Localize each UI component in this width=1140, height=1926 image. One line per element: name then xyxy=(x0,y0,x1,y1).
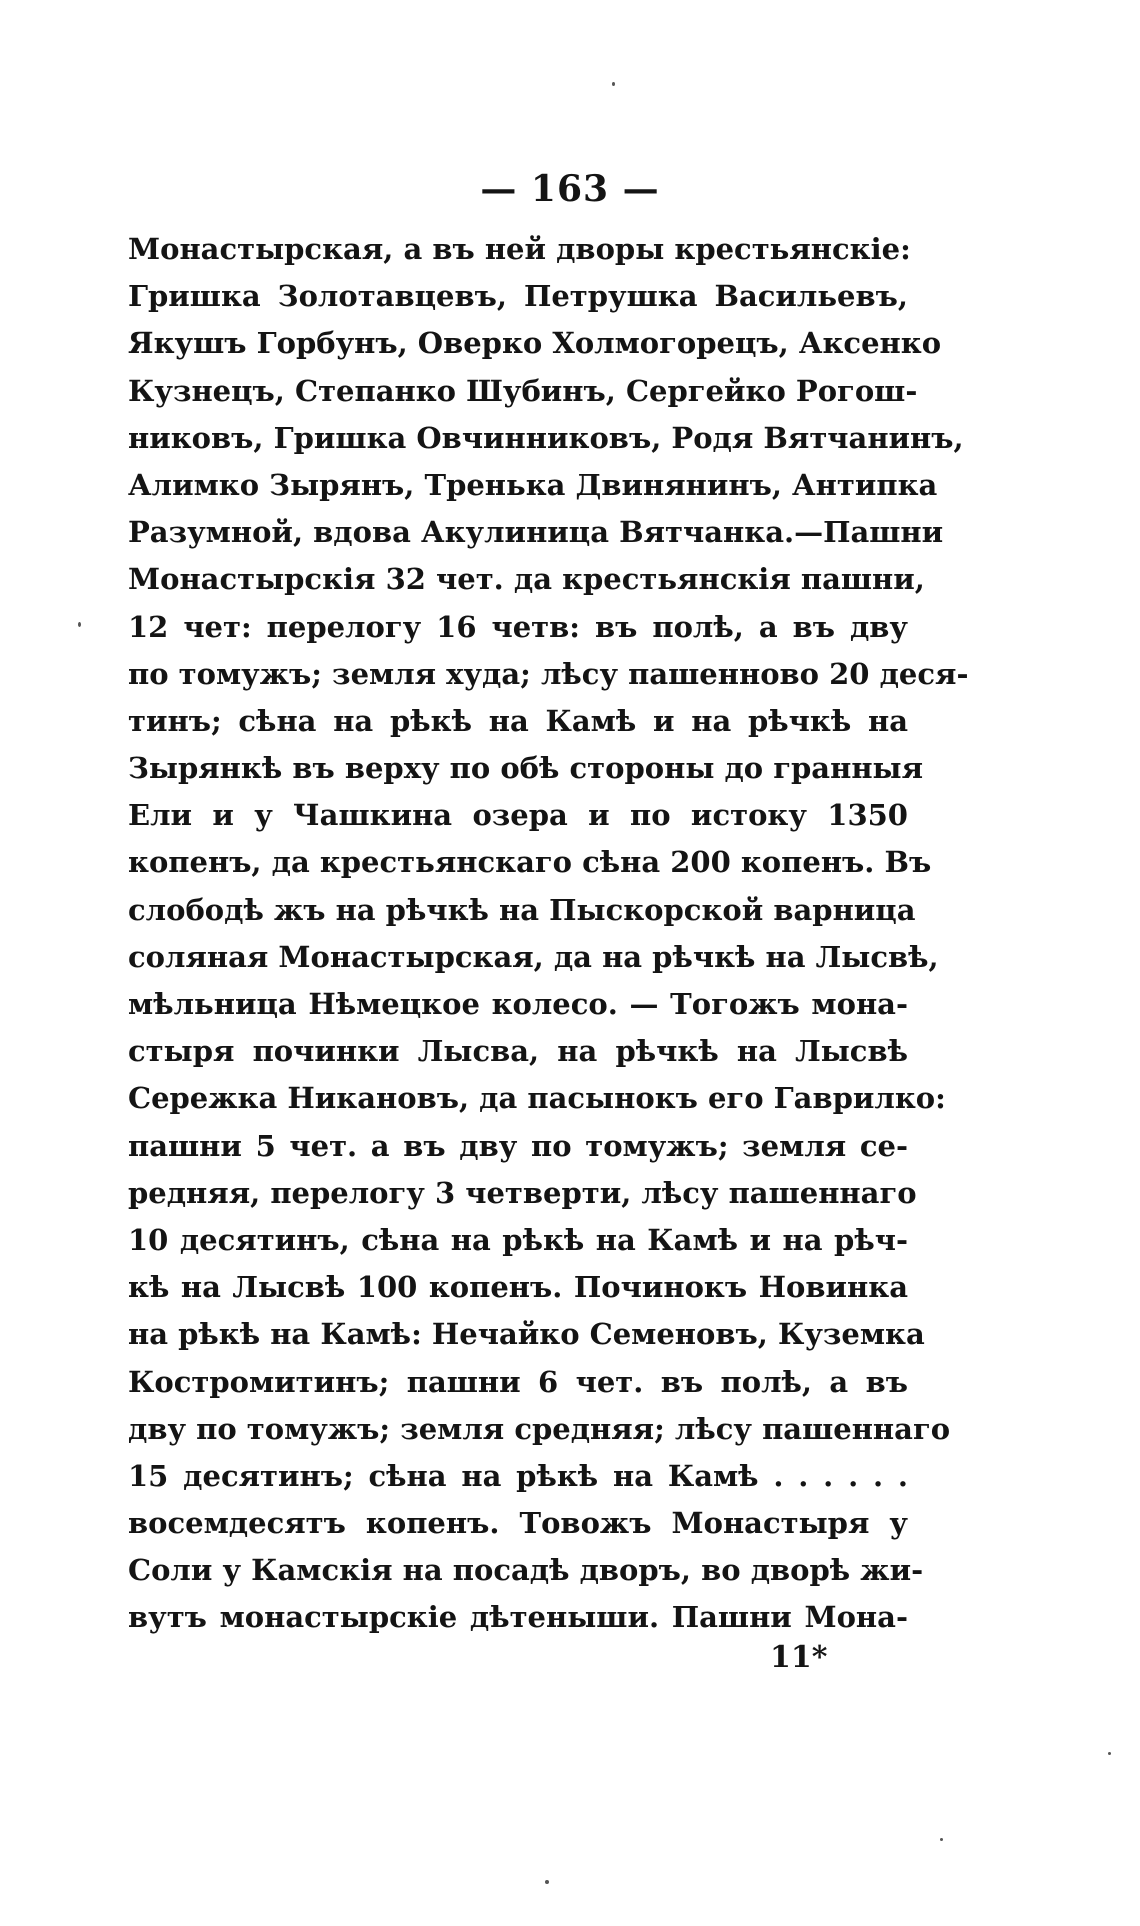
text-line: Сережка Никановъ, да пасынокъ его Гаврилко: xyxy=(128,1081,946,1116)
text-line: Ели и у Чашкина озера и по истоку 1350 xyxy=(128,798,908,833)
text-line: копенъ, да крестьянскаго сѣна 200 копенъ. Въ xyxy=(128,845,932,880)
text-line: Якушъ Горбунъ, Оверко Холмогорецъ, Аксенко xyxy=(128,326,942,361)
text-line: вутъ монастырскіе дѣтеныши. Пашни Мона- xyxy=(128,1600,908,1635)
scan-speck xyxy=(545,1880,549,1884)
text-line: кѣ на Лысвѣ 100 копенъ. Починокъ Новинка xyxy=(128,1270,908,1305)
page-body xyxy=(128,226,969,1642)
text-line: по томужъ; земля худа; лѣсу пашенново 20 деся- xyxy=(128,656,969,691)
signature-mark: 11* xyxy=(770,1640,828,1675)
text-line: 15 десятинъ; сѣна на рѣкѣ на Камѣ . . . . . . xyxy=(128,1458,908,1493)
text-line: Гришка Золотавцевъ, Петрушка Васильевъ, xyxy=(128,279,908,314)
text-line: на рѣкѣ на Камѣ: Нечайко Семеновъ, Куземка xyxy=(128,1317,925,1352)
text-line: пашни 5 чет. а въ дву по томужъ; земля се- xyxy=(128,1128,908,1163)
text-line: стыря починки Лысва, на рѣчкѣ на Лысвѣ xyxy=(128,1034,908,1069)
text-line: Костромитинъ; пашни 6 чет. въ полѣ, а въ xyxy=(128,1364,908,1399)
text-line: Алимко Зырянъ, Тренька Двинянинъ, Антипка xyxy=(128,467,938,502)
text-line: дву по томужъ; земля средняя; лѣсу пашеннаго xyxy=(128,1411,951,1446)
text-line: Соли у Камскія на посадѣ дворъ, во дворѣ жи- xyxy=(128,1553,924,1588)
text-line: 12 чет: перелогу 16 четв: въ полѣ, а въ дву xyxy=(128,609,908,644)
scan-speck xyxy=(78,622,81,627)
scan-speck xyxy=(1108,1752,1111,1755)
text-line: Монастырскія 32 чет. да крестьянскія пашни, xyxy=(128,562,925,597)
text-line: никовъ, Гришка Овчинниковъ, Родя Вятчанинъ, xyxy=(128,420,964,455)
text-line: редняя, перелогу 3 четверти, лѣсу пашеннаго xyxy=(128,1175,917,1210)
text-line: Монастырская, а въ ней дворы крестьянскіе: xyxy=(128,232,911,266)
text-line: мѣльница Нѣмецкое колесо. — Тогожъ мона- xyxy=(128,987,908,1021)
text-line: Кузнецъ, Степанко Шубинъ, Сергейко Рогош- xyxy=(128,373,918,408)
scan-speck xyxy=(940,1838,943,1841)
text-line: соляная Монастырская, да на рѣчкѣ на Лысвѣ, xyxy=(128,939,939,974)
text-line: Зырянкѣ въ верху по обѣ стороны до гранныя xyxy=(128,751,924,786)
text-line: 10 десятинъ, сѣна на рѣкѣ на Камѣ и на рѣч- xyxy=(128,1222,908,1257)
page-number: — 163 — xyxy=(480,168,660,210)
text-line: Разумной, вдова Акулиница Вятчанка.—Пашни xyxy=(128,515,944,550)
text-line: восемдесятъ копенъ. Товожъ Монастыря у xyxy=(128,1506,908,1541)
text-line: тинъ; сѣна на рѣкѣ на Камѣ и на рѣчкѣ на xyxy=(128,703,908,738)
text-line: слободѣ жъ на рѣчкѣ на Пыскорской варница xyxy=(128,892,916,927)
scan-speck xyxy=(612,82,615,86)
